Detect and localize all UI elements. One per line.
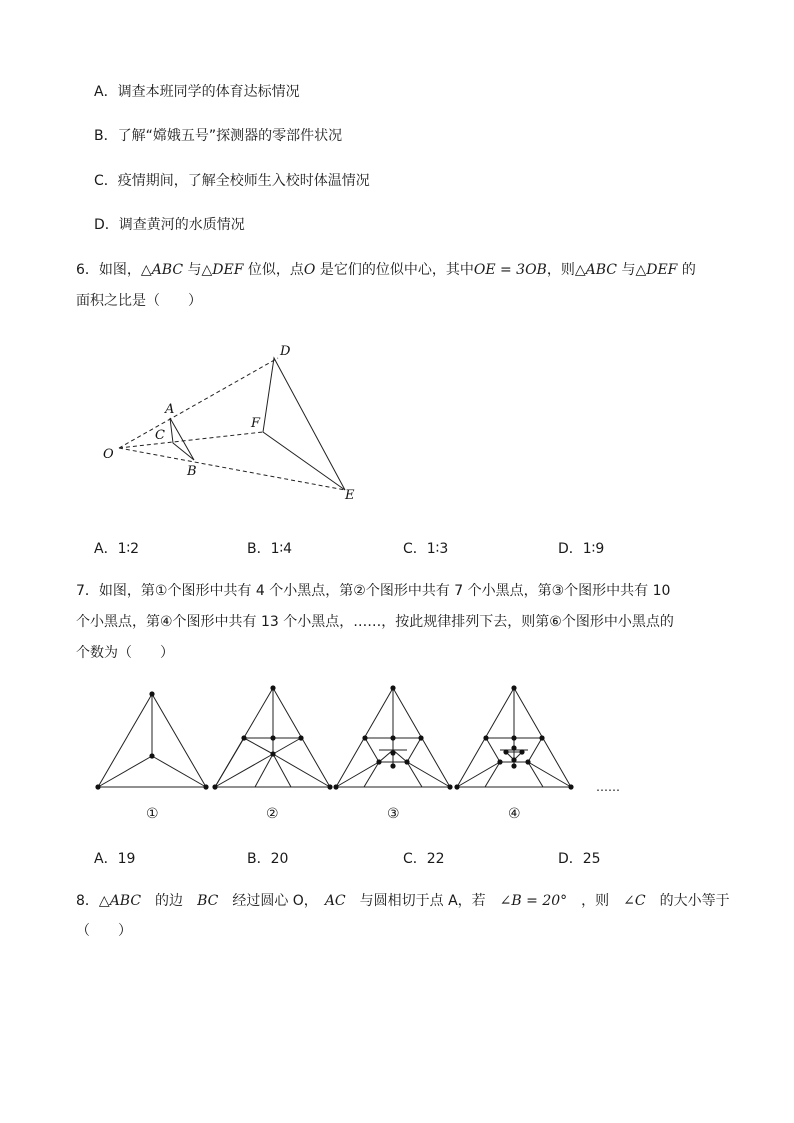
- dot: [511, 685, 516, 690]
- q7-stem-line3: 个数为（ ）: [76, 645, 174, 661]
- dot: [270, 685, 275, 690]
- q7-figures: [90, 680, 630, 800]
- dot: [390, 735, 395, 740]
- q6-option-b: B．1∶4: [247, 541, 293, 557]
- q6-triangle-def: △DEF: [201, 262, 244, 278]
- dot: [503, 749, 508, 754]
- dot: [270, 751, 275, 756]
- dot: [497, 759, 502, 764]
- label-a: A: [165, 402, 175, 417]
- q6-point-o: O: [303, 262, 316, 278]
- ray-oe: [119, 448, 345, 490]
- dot: [511, 763, 516, 768]
- dot: [327, 784, 332, 789]
- q6-prefix: 6．如图，: [76, 262, 141, 278]
- q5-option-b: B．了解“嫦娥五号”探测器的零部件状况: [94, 128, 343, 144]
- ray-od: [119, 358, 278, 448]
- q8-triangle: △ABC: [98, 893, 142, 909]
- q6-text: 的: [677, 262, 696, 278]
- dot: [149, 691, 154, 696]
- dot: [390, 750, 395, 755]
- q8-side-ac: AC: [324, 893, 346, 909]
- q6-triangle-abc: △ABC: [140, 262, 184, 278]
- dot: [270, 735, 275, 740]
- label-e: E: [345, 488, 355, 503]
- dot: [212, 784, 217, 789]
- dot: [333, 784, 338, 789]
- q8-stem-line1: [76, 892, 730, 910]
- q7-caption-4: ④: [508, 806, 521, 822]
- triangle-abc: [170, 418, 194, 460]
- dot: [447, 784, 452, 789]
- dot: [511, 735, 516, 740]
- q6-with: 与: [617, 262, 636, 278]
- q5-option-c: C．疫情期间，了解全校师生入校时体温情况: [94, 173, 370, 189]
- q5-option-d: D．调查黄河的水质情况: [94, 217, 245, 233]
- q7-option-b: B．20: [247, 851, 289, 867]
- q7-ellipsis: ……: [596, 780, 620, 794]
- q6-figure: [95, 335, 365, 505]
- q7-option-a: A．19: [94, 851, 136, 867]
- q7-stem-line2: 个小黑点，第④个图形中共有 13 个小黑点，……，按此规律排列下去，则第⑥个图形中小黑点的: [76, 614, 674, 630]
- label-o: O: [103, 447, 114, 462]
- q7-caption-3: ③: [387, 806, 400, 822]
- dot: [390, 763, 395, 768]
- dot: [390, 685, 395, 690]
- dot: [203, 784, 208, 789]
- q8-stem-line2: （ ）: [76, 923, 132, 939]
- q7-option-d: D．25: [558, 851, 601, 867]
- dot: [568, 784, 573, 789]
- q6-text: 位似，点: [243, 262, 304, 278]
- q6-option-c: C．1∶3: [403, 541, 449, 557]
- label-f: F: [251, 416, 261, 431]
- q8-side-bc: BC: [197, 893, 219, 909]
- q6-triangle-abc: △ABC: [574, 262, 617, 278]
- q6-stem-line1: [76, 261, 696, 279]
- dot: [404, 759, 409, 764]
- dot: [376, 759, 381, 764]
- figure-1: [98, 694, 206, 787]
- dot: [241, 735, 246, 740]
- q7-caption-2: ②: [266, 806, 279, 822]
- dot: [418, 735, 423, 740]
- label-c: C: [155, 428, 165, 443]
- q6-text: 是它们的位似中心，其中: [315, 262, 474, 278]
- label-b: B: [187, 464, 197, 479]
- q7-caption-1: ①: [146, 806, 159, 822]
- dot: [454, 784, 459, 789]
- q8-angle-c: ∠C: [623, 893, 646, 909]
- q8-text: 的边: [141, 893, 198, 909]
- q6-equation: OE = 3OB: [473, 262, 547, 278]
- q8-prefix: 8．: [76, 893, 99, 909]
- q6-option-d: D．1∶9: [558, 541, 605, 557]
- q8-text: 与圆相切于点 A，若: [345, 893, 500, 909]
- q6-text: ，则: [546, 262, 575, 278]
- dot: [362, 735, 367, 740]
- dot: [298, 735, 303, 740]
- q7-option-c: C．22: [403, 851, 445, 867]
- triangle-def: [263, 358, 345, 490]
- q8-text: 的大小等于: [645, 893, 730, 909]
- dot: [511, 757, 516, 762]
- ray-of: [119, 432, 263, 448]
- label-d: D: [280, 344, 291, 359]
- dot: [539, 735, 544, 740]
- q6-stem-line2: 面积之比是（ ）: [76, 293, 202, 309]
- q6-with: 与: [183, 262, 202, 278]
- q6-option-a: A．1∶2: [94, 541, 140, 557]
- q8-angle-b: ∠B = 20°: [499, 893, 568, 909]
- dot: [483, 735, 488, 740]
- q6-triangle-def: △DEF: [635, 262, 678, 278]
- q8-text: ，则: [567, 893, 624, 909]
- dot: [95, 784, 100, 789]
- q5-option-a: A．调查本班同学的体育达标情况: [94, 84, 300, 100]
- q7-stem-line1: 7．如图，第①个图形中共有 4 个小黑点，第②个图形中共有 7 个小黑点，第③个图形中共有 10: [76, 583, 671, 599]
- q8-text: 经过圆心 O，: [218, 893, 325, 909]
- dot: [511, 745, 516, 750]
- dot: [525, 759, 530, 764]
- dot: [149, 753, 154, 758]
- dot: [519, 749, 524, 754]
